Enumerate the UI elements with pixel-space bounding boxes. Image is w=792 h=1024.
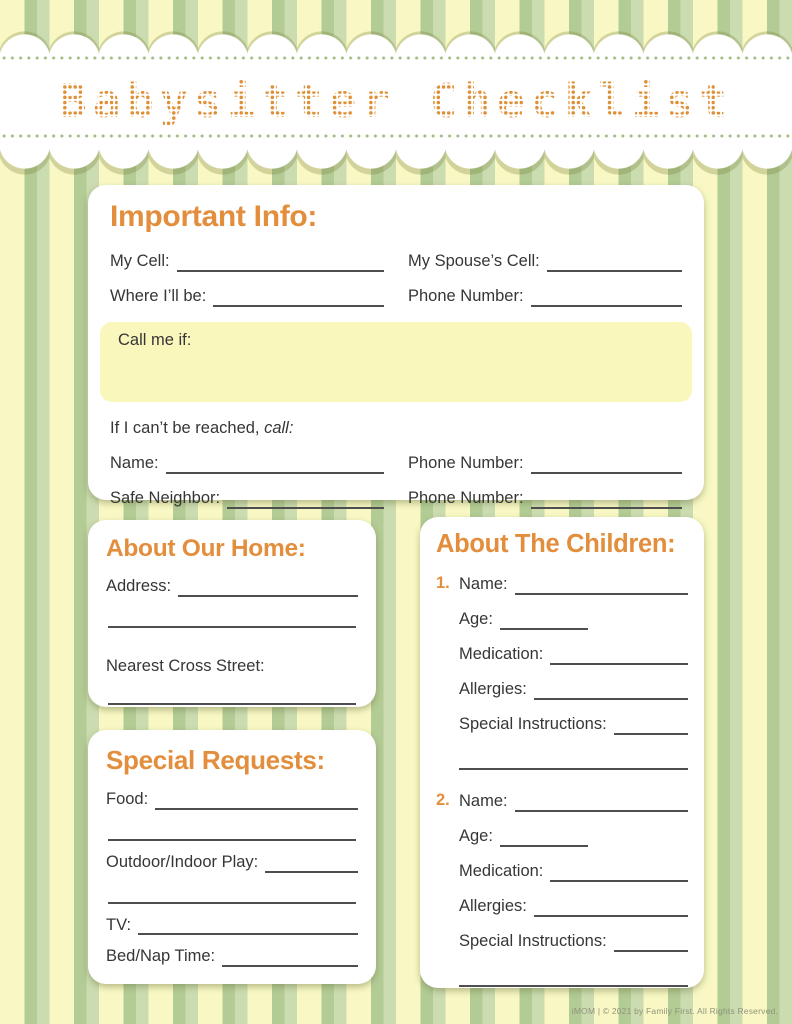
child-name-field	[459, 790, 688, 812]
safe-neighbor-field	[110, 489, 384, 509]
bed-nap-field	[106, 947, 358, 967]
page-title: Babysitter Checklist	[0, 74, 792, 128]
child-name-label: Name:	[459, 791, 508, 810]
write-in-line	[534, 900, 688, 917]
write-in-line	[265, 856, 358, 873]
child-special-instructions-overflow	[459, 965, 688, 987]
child-medication-label: Medication:	[459, 644, 544, 663]
write-in-line	[178, 580, 358, 597]
child-medication-label: Medication:	[459, 861, 544, 880]
write-in-line	[108, 626, 356, 628]
write-in-line	[108, 839, 356, 841]
write-in-line	[213, 290, 384, 307]
write-in-line	[547, 255, 682, 272]
info-row-4	[110, 489, 682, 509]
special-requests-heading: Special Requests:	[106, 745, 325, 775]
write-in-line	[531, 290, 682, 307]
food-label: Food:	[106, 790, 149, 809]
child-allergies-label: Allergies:	[459, 679, 527, 698]
child-special-instructions-field	[459, 713, 688, 735]
child-name-label: Name:	[459, 574, 508, 593]
child-1-fields	[459, 573, 688, 790]
my-cell-label: My Cell:	[110, 252, 170, 271]
contact-phone-field	[408, 454, 682, 474]
write-in-line	[227, 492, 384, 509]
about-our-home-heading: About Our Home:	[106, 535, 306, 562]
safe-neighbor-label: Safe Neighbor:	[110, 488, 221, 507]
child-age-field	[459, 608, 688, 630]
spouse-cell-field	[408, 252, 682, 272]
bed-nap-label: Bed/Nap Time:	[106, 947, 216, 966]
write-in-line	[550, 648, 688, 665]
write-in-line	[138, 918, 358, 935]
reached-call-emphasis: call:	[264, 418, 294, 437]
write-in-line	[459, 753, 688, 770]
contact-name-label: Name:	[110, 453, 159, 472]
child-age-label: Age:	[459, 826, 493, 845]
address-field	[106, 577, 358, 597]
contact-name-field	[110, 454, 384, 474]
child-age-field	[459, 825, 688, 847]
call-me-if-box	[100, 322, 692, 402]
play-field	[106, 853, 358, 873]
special-requests-panel	[88, 730, 376, 984]
write-in-line	[515, 578, 688, 595]
child-age-label: Age:	[459, 609, 493, 628]
copyright-text: iMOM | © 2021 by Family First. All Rights Reserved.	[571, 1006, 778, 1016]
child-medication-field	[459, 643, 688, 665]
info-row-3	[110, 454, 682, 474]
write-in-line	[531, 492, 682, 509]
dotted-divider-top	[0, 55, 792, 61]
write-in-line	[550, 865, 688, 882]
child-1-block	[436, 573, 688, 790]
tv-label: TV:	[106, 915, 132, 934]
child-allergies-field	[459, 678, 688, 700]
write-in-line	[515, 795, 688, 812]
child-medication-field	[459, 860, 688, 882]
child-special-instructions-label: Special Instructions:	[459, 931, 607, 950]
child-allergies-field	[459, 895, 688, 917]
write-in-line	[500, 613, 588, 630]
child-allergies-label: Allergies:	[459, 896, 527, 915]
food-field	[106, 790, 358, 810]
dotted-divider-bottom	[0, 133, 792, 139]
reached-text: If I can’t be reached,	[110, 418, 265, 437]
cross-street-label: Nearest Cross Street:	[106, 657, 265, 676]
write-in-line	[500, 830, 588, 847]
phone-number-field	[408, 287, 682, 307]
write-in-line	[534, 683, 688, 700]
child-2-block	[436, 790, 688, 1007]
tv-field	[106, 916, 358, 936]
child-special-instructions-label: Special Instructions:	[459, 714, 607, 733]
write-in-line	[614, 718, 688, 735]
child-special-instructions-overflow	[459, 748, 688, 770]
write-in-line	[177, 255, 384, 272]
write-in-line	[222, 950, 358, 967]
child-name-field	[459, 573, 688, 595]
about-our-home-panel	[88, 520, 376, 707]
child-special-instructions-field	[459, 930, 688, 952]
address-label: Address:	[106, 577, 172, 596]
write-in-line	[614, 935, 688, 952]
write-in-line	[459, 970, 688, 987]
my-cell-field	[110, 252, 384, 272]
phone-number-label: Phone Number:	[408, 287, 524, 306]
about-the-children-heading: About The Children:	[436, 530, 676, 558]
child-2-number: 2.	[436, 790, 450, 809]
important-info-heading: Important Info:	[110, 200, 318, 233]
important-info-panel	[88, 185, 704, 507]
child-2-fields	[459, 790, 688, 1007]
info-row-2	[110, 287, 682, 307]
neighbor-phone-field	[408, 489, 682, 509]
about-the-children-panel	[420, 517, 704, 988]
write-in-line	[108, 703, 356, 705]
spouse-cell-label: My Spouse’s Cell:	[408, 252, 540, 271]
if-cant-be-reached-text	[110, 419, 682, 438]
call-me-if-label: Call me if:	[118, 330, 192, 349]
write-in-line	[166, 457, 384, 474]
child-1-number: 1.	[436, 573, 450, 592]
info-row-1	[110, 252, 682, 272]
write-in-line	[531, 457, 682, 474]
where-ill-be-label: Where I’ll be:	[110, 287, 207, 306]
write-in-line	[108, 902, 356, 904]
write-in-line	[155, 793, 358, 810]
neighbor-phone-label: Phone Number:	[408, 488, 524, 507]
play-label: Outdoor/Indoor Play:	[106, 852, 259, 871]
where-ill-be-field	[110, 287, 384, 307]
contact-phone-label: Phone Number:	[408, 453, 524, 472]
scallop-edge-bottom	[0, 143, 792, 169]
